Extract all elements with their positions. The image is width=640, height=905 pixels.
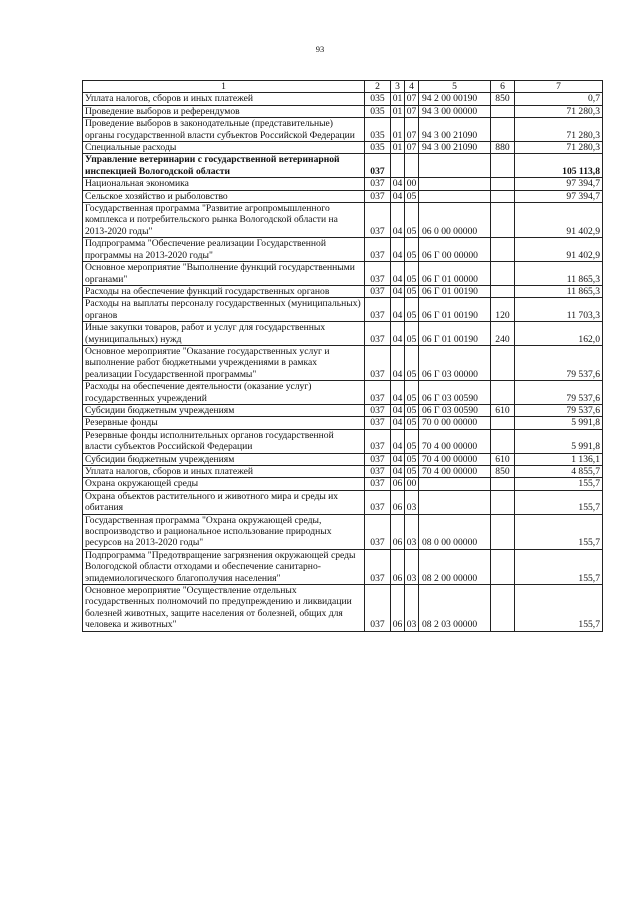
target-article-cell: 94 3 00 00000 xyxy=(419,105,491,117)
subsection-code-cell xyxy=(405,154,419,178)
table-row xyxy=(83,105,603,117)
row-name-cell: Расходы на обеспечение функций государственных органов xyxy=(83,285,365,297)
subsection-code-cell: 05 xyxy=(405,190,419,202)
ved-code-cell: 037 xyxy=(365,417,391,429)
row-name-cell: Государственная программа "Охрана окружающей среды, воспроизводство и рациональное использование природных ресурсов на 2013-2020 годы" xyxy=(83,514,365,549)
row-name-cell: Проведение выборов в законодательные (представительные) органы государственной власти субъектов Российской Федерации xyxy=(83,118,365,142)
row-name-cell: Подпрограмма "Обеспечение реализации Государственной программы на 2013-2020 годы" xyxy=(83,238,365,262)
section-code-cell: 04 xyxy=(391,345,405,380)
table-row xyxy=(83,154,603,178)
subsection-code-cell: 05 xyxy=(405,322,419,346)
section-code-cell: 04 xyxy=(391,381,405,405)
amount-cell: 155,7 xyxy=(515,490,603,514)
amount-cell: 91 402,9 xyxy=(515,238,603,262)
target-article-cell: 06 Г 01 00190 xyxy=(419,298,491,322)
table-row xyxy=(83,404,603,416)
column-header: 2 xyxy=(365,81,391,93)
table-row xyxy=(83,203,603,238)
column-header: 6 xyxy=(491,81,515,93)
row-name-cell: Сельское хозяйство и рыболовство xyxy=(83,190,365,202)
amount-cell: 105 113,8 xyxy=(515,154,603,178)
section-code-cell xyxy=(391,154,405,178)
section-code-cell: 06 xyxy=(391,514,405,549)
target-article-cell: 06 Г 01 00190 xyxy=(419,285,491,297)
target-article-cell: 70 4 00 00000 xyxy=(419,466,491,478)
amount-cell: 11 703,3 xyxy=(515,298,603,322)
table-row xyxy=(83,453,603,465)
row-name-cell: Охрана окружающей среды xyxy=(83,478,365,490)
row-name-cell: Специальные расходы xyxy=(83,142,365,154)
table-row xyxy=(83,190,603,202)
ved-code-cell: 037 xyxy=(365,154,391,178)
row-name-cell: Основное мероприятие "Выполнение функций государственными органами" xyxy=(83,262,365,286)
section-code-cell: 04 xyxy=(391,285,405,297)
column-header: 1 xyxy=(83,81,365,93)
section-code-cell: 04 xyxy=(391,262,405,286)
column-header: 4 xyxy=(405,81,419,93)
amount-cell: 91 402,9 xyxy=(515,203,603,238)
page-number: 93 xyxy=(315,44,325,54)
section-code-cell: 04 xyxy=(391,203,405,238)
target-article-cell: 06 Г 03 00590 xyxy=(419,404,491,416)
ved-code-cell: 037 xyxy=(365,453,391,465)
ved-code-cell: 037 xyxy=(365,585,391,632)
row-name-cell: Иные закупки товаров, работ и услуг для государственных (муниципальных) нужд xyxy=(83,322,365,346)
subsection-code-cell: 03 xyxy=(405,585,419,632)
amount-cell: 1 136,1 xyxy=(515,453,603,465)
subsection-code-cell: 05 xyxy=(405,345,419,380)
section-code-cell: 01 xyxy=(391,118,405,142)
amount-cell: 11 865,3 xyxy=(515,285,603,297)
table-row xyxy=(83,490,603,514)
expense-type-cell: 240 xyxy=(491,322,515,346)
table-row xyxy=(83,285,603,297)
amount-cell: 4 855,7 xyxy=(515,466,603,478)
section-code-cell: 06 xyxy=(391,585,405,632)
expense-type-cell xyxy=(491,105,515,117)
row-name-cell: Основное мероприятие "Осуществление отдельных государственных полномочий по предупреждению и ликвидации болезней животных, защите населения от болезней, общих для человека и животных" xyxy=(83,585,365,632)
subsection-code-cell: 03 xyxy=(405,514,419,549)
subsection-code-cell: 07 xyxy=(405,93,419,105)
table-row xyxy=(83,262,603,286)
row-name-cell: Охрана объектов растительного и животного мира и среды их обитания xyxy=(83,490,365,514)
ved-code-cell: 037 xyxy=(365,514,391,549)
table-row xyxy=(83,381,603,405)
expense-type-cell xyxy=(491,118,515,142)
ved-code-cell: 035 xyxy=(365,105,391,117)
ved-code-cell: 037 xyxy=(365,178,391,190)
target-article-cell: 94 3 00 21090 xyxy=(419,118,491,142)
target-article-cell: 70 4 00 00000 xyxy=(419,429,491,453)
amount-cell: 155,7 xyxy=(515,585,603,632)
section-code-cell: 06 xyxy=(391,490,405,514)
section-code-cell: 01 xyxy=(391,105,405,117)
ved-code-cell: 037 xyxy=(365,478,391,490)
subsection-code-cell: 05 xyxy=(405,417,419,429)
target-article-cell: 70 4 00 00000 xyxy=(419,453,491,465)
row-name-cell: Подпрограмма "Предотвращение загрязнения окружающей среды Вологодской области отходами и обеспечение санитарно-эпидемиологического благополучия населения" xyxy=(83,549,365,584)
row-name-cell: Расходы на выплаты персоналу государственных (муниципальных) органов xyxy=(83,298,365,322)
ved-code-cell: 037 xyxy=(365,190,391,202)
target-article-cell: 08 0 00 00000 xyxy=(419,514,491,549)
ved-code-cell: 037 xyxy=(365,298,391,322)
section-code-cell: 04 xyxy=(391,417,405,429)
expense-type-cell xyxy=(491,549,515,584)
expense-type-cell xyxy=(491,154,515,178)
expense-type-cell: 850 xyxy=(491,93,515,105)
expense-type-cell xyxy=(491,490,515,514)
expense-type-cell xyxy=(491,345,515,380)
amount-cell: 5 991,8 xyxy=(515,429,603,453)
subsection-code-cell: 03 xyxy=(405,549,419,584)
amount-cell: 5 991,8 xyxy=(515,417,603,429)
amount-cell: 79 537,6 xyxy=(515,345,603,380)
subsection-code-cell: 05 xyxy=(405,404,419,416)
ved-code-cell: 037 xyxy=(365,549,391,584)
table-row xyxy=(83,585,603,632)
subsection-code-cell: 07 xyxy=(405,142,419,154)
row-name-cell: Расходы на обеспечение деятельности (оказание услуг) государственных учреждений xyxy=(83,381,365,405)
row-name-cell: Государственная программа "Развитие агропромышленного комплекса и потребительского рынка Вологодской области на 2013-2020 годы" xyxy=(83,203,365,238)
ved-code-cell: 037 xyxy=(365,466,391,478)
subsection-code-cell: 05 xyxy=(405,285,419,297)
section-code-cell: 04 xyxy=(391,404,405,416)
table-header-row xyxy=(83,81,603,93)
table-row xyxy=(83,322,603,346)
table-row xyxy=(83,178,603,190)
target-article-cell xyxy=(419,154,491,178)
amount-cell: 97 394,7 xyxy=(515,190,603,202)
section-code-cell: 04 xyxy=(391,466,405,478)
section-code-cell: 04 xyxy=(391,190,405,202)
target-article-cell: 70 0 00 00000 xyxy=(419,417,491,429)
budget-table xyxy=(82,80,603,632)
ved-code-cell: 035 xyxy=(365,118,391,142)
section-code-cell: 06 xyxy=(391,549,405,584)
amount-cell: 71 280,3 xyxy=(515,142,603,154)
amount-cell: 155,7 xyxy=(515,514,603,549)
amount-cell: 155,7 xyxy=(515,478,603,490)
subsection-code-cell: 05 xyxy=(405,429,419,453)
table-row xyxy=(83,417,603,429)
ved-code-cell: 037 xyxy=(365,404,391,416)
amount-cell: 79 537,6 xyxy=(515,381,603,405)
subsection-code-cell: 05 xyxy=(405,381,419,405)
ved-code-cell: 037 xyxy=(365,322,391,346)
ved-code-cell: 037 xyxy=(365,381,391,405)
subsection-code-cell: 07 xyxy=(405,105,419,117)
expense-type-cell xyxy=(491,478,515,490)
ved-code-cell: 037 xyxy=(365,345,391,380)
table-row xyxy=(83,466,603,478)
amount-cell: 162,0 xyxy=(515,322,603,346)
amount-cell: 71 280,3 xyxy=(515,105,603,117)
amount-cell: 11 865,3 xyxy=(515,262,603,286)
ved-code-cell: 035 xyxy=(365,93,391,105)
row-name-cell: Резервные фонды xyxy=(83,417,365,429)
expense-type-cell xyxy=(491,190,515,202)
section-code-cell: 04 xyxy=(391,453,405,465)
table-row xyxy=(83,93,603,105)
section-code-cell: 01 xyxy=(391,93,405,105)
section-code-cell: 04 xyxy=(391,178,405,190)
table-row xyxy=(83,298,603,322)
target-article-cell: 08 2 03 00000 xyxy=(419,585,491,632)
target-article-cell xyxy=(419,190,491,202)
table-row xyxy=(83,549,603,584)
expense-type-cell xyxy=(491,262,515,286)
ved-code-cell: 037 xyxy=(365,490,391,514)
column-header: 5 xyxy=(419,81,491,93)
table-row xyxy=(83,478,603,490)
section-code-cell: 04 xyxy=(391,238,405,262)
amount-cell: 71 280,3 xyxy=(515,118,603,142)
target-article-cell: 08 2 00 00000 xyxy=(419,549,491,584)
subsection-code-cell: 00 xyxy=(405,478,419,490)
target-article-cell: 94 2 00 00190 xyxy=(419,93,491,105)
row-name-cell: Субсидии бюджетным учреждениям xyxy=(83,453,365,465)
row-name-cell: Субсидии бюджетным учреждениям xyxy=(83,404,365,416)
subsection-code-cell: 05 xyxy=(405,238,419,262)
table-row xyxy=(83,345,603,380)
section-code-cell: 01 xyxy=(391,142,405,154)
subsection-code-cell: 05 xyxy=(405,466,419,478)
row-name-cell: Основное мероприятие "Оказание государственных услуг и выполнение работ бюджетными учреждениями в рамках реализации Государственной программы" xyxy=(83,345,365,380)
expense-type-cell xyxy=(491,203,515,238)
expense-type-cell: 610 xyxy=(491,453,515,465)
expense-type-cell: 610 xyxy=(491,404,515,416)
expense-type-cell xyxy=(491,381,515,405)
subsection-code-cell: 03 xyxy=(405,490,419,514)
subsection-code-cell: 07 xyxy=(405,118,419,142)
target-article-cell: 06 Г 01 00190 xyxy=(419,322,491,346)
expense-type-cell xyxy=(491,585,515,632)
table-row xyxy=(83,118,603,142)
table-row xyxy=(83,238,603,262)
ved-code-cell: 035 xyxy=(365,142,391,154)
section-code-cell: 06 xyxy=(391,478,405,490)
table-row xyxy=(83,514,603,549)
target-article-cell xyxy=(419,490,491,514)
expense-type-cell xyxy=(491,429,515,453)
table-row xyxy=(83,142,603,154)
amount-cell: 155,7 xyxy=(515,549,603,584)
amount-cell: 79 537,6 xyxy=(515,404,603,416)
row-name-cell: Национальная экономика xyxy=(83,178,365,190)
target-article-cell xyxy=(419,178,491,190)
expense-type-cell xyxy=(491,178,515,190)
ved-code-cell: 037 xyxy=(365,429,391,453)
subsection-code-cell: 05 xyxy=(405,203,419,238)
expense-type-cell: 120 xyxy=(491,298,515,322)
ved-code-cell: 037 xyxy=(365,262,391,286)
target-article-cell xyxy=(419,478,491,490)
row-name-cell: Управление ветеринарии с государственной ветеринарной инспекцией Вологодской области xyxy=(83,154,365,178)
expense-type-cell xyxy=(491,514,515,549)
subsection-code-cell: 05 xyxy=(405,298,419,322)
target-article-cell: 06 Г 03 00590 xyxy=(419,381,491,405)
row-name-cell: Резервные фонды исполнительных органов государственной власти субъектов Российской Федерации xyxy=(83,429,365,453)
expense-type-cell: 850 xyxy=(491,466,515,478)
subsection-code-cell: 00 xyxy=(405,178,419,190)
target-article-cell: 06 Г 00 00000 xyxy=(419,238,491,262)
ved-code-cell: 037 xyxy=(365,238,391,262)
section-code-cell: 04 xyxy=(391,298,405,322)
row-name-cell: Проведение выборов и референдумов xyxy=(83,105,365,117)
section-code-cell: 04 xyxy=(391,322,405,346)
subsection-code-cell: 05 xyxy=(405,262,419,286)
section-code-cell: 04 xyxy=(391,429,405,453)
target-article-cell: 94 3 00 21090 xyxy=(419,142,491,154)
expense-type-cell xyxy=(491,285,515,297)
subsection-code-cell: 05 xyxy=(405,453,419,465)
ved-code-cell: 037 xyxy=(365,285,391,297)
row-name-cell: Уплата налогов, сборов и иных платежей xyxy=(83,466,365,478)
expense-type-cell: 880 xyxy=(491,142,515,154)
amount-cell: 97 394,7 xyxy=(515,178,603,190)
table-row xyxy=(83,429,603,453)
target-article-cell: 06 Г 03 00000 xyxy=(419,345,491,380)
amount-cell: 0,7 xyxy=(515,93,603,105)
target-article-cell: 06 0 00 00000 xyxy=(419,203,491,238)
expense-type-cell xyxy=(491,417,515,429)
column-header: 3 xyxy=(391,81,405,93)
target-article-cell: 06 Г 01 00000 xyxy=(419,262,491,286)
ved-code-cell: 037 xyxy=(365,203,391,238)
column-header: 7 xyxy=(515,81,603,93)
expense-type-cell xyxy=(491,238,515,262)
row-name-cell: Уплата налогов, сборов и иных платежей xyxy=(83,93,365,105)
